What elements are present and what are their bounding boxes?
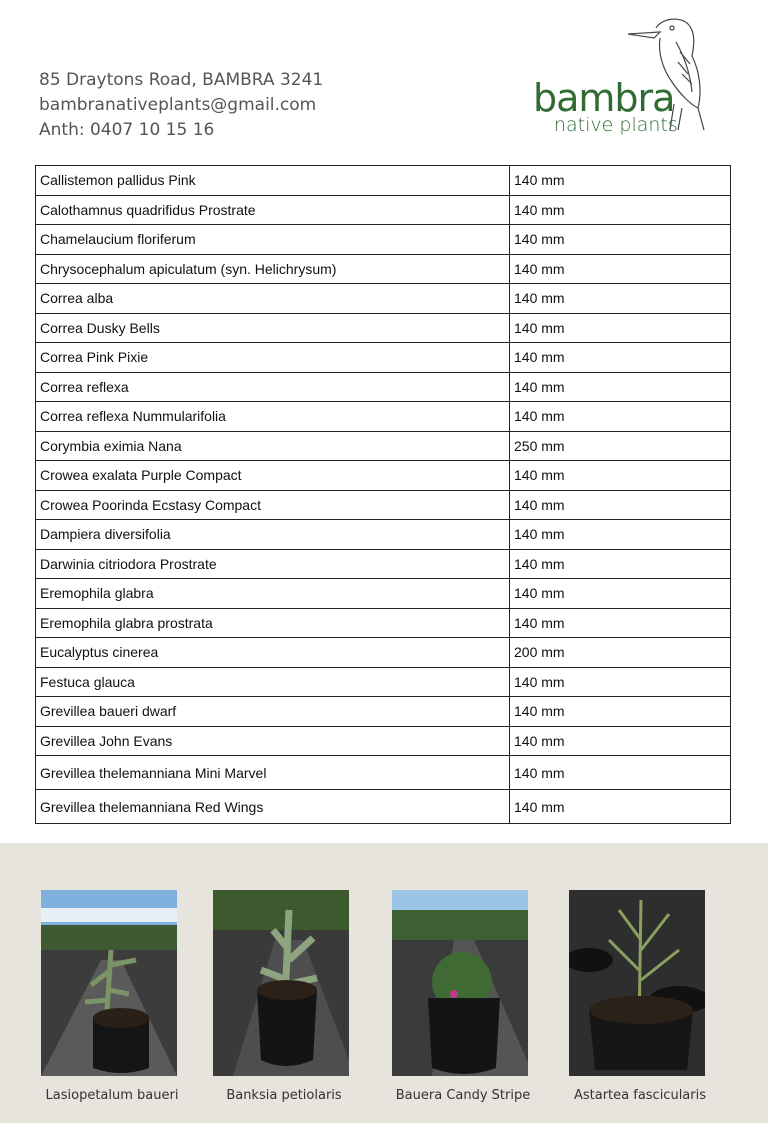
table-row: [36, 490, 731, 520]
photo-caption: Astartea fascicularis: [573, 1088, 707, 1103]
plant-name-cell: Calothamnus quadrifidus Prostrate: [36, 195, 510, 225]
plant-name-cell: Correa reflexa: [36, 372, 510, 402]
table-row: [36, 790, 731, 824]
logo: [530, 12, 720, 147]
plant-name-cell: Correa alba: [36, 284, 510, 314]
table-row: [36, 697, 731, 727]
plant-name-cell: Eremophila glabra prostrata: [36, 608, 510, 638]
table-row: [36, 166, 731, 196]
plant-name-cell: Corymbia eximia Nana: [36, 431, 510, 461]
table-row: [36, 726, 731, 756]
table-row: [36, 313, 731, 343]
plant-table: [35, 165, 731, 824]
plant-name-cell: Correa reflexa Nummularifolia: [36, 402, 510, 432]
table-row: [36, 461, 731, 491]
pot-size-cell: 140 mm: [510, 790, 731, 824]
address: 85 Draytons Road, BAMBRA 3241: [39, 70, 324, 90]
table-row: [36, 431, 731, 461]
plant-name-cell: Dampiera diversifolia: [36, 520, 510, 550]
table-row: [36, 284, 731, 314]
plant-name-cell: Correa Pink Pixie: [36, 343, 510, 373]
pot-size-cell: 140 mm: [510, 225, 731, 255]
pot-size-cell: 140 mm: [510, 697, 731, 727]
plant-name-cell: Chamelaucium floriferum: [36, 225, 510, 255]
pot-size-cell: 140 mm: [510, 372, 731, 402]
table-row: [36, 254, 731, 284]
gallery-card: [569, 890, 711, 1103]
plant-name-cell: Grevillea John Evans: [36, 726, 510, 756]
pot-size-cell: 140 mm: [510, 549, 731, 579]
email[interactable]: bambranativeplants@gmail.com: [39, 95, 317, 115]
pot-size-cell: 140 mm: [510, 726, 731, 756]
plant-name-cell: Callistemon pallidus Pink: [36, 166, 510, 196]
pot-size-cell: 200 mm: [510, 638, 731, 668]
plant-name-cell: Correa Dusky Bells: [36, 313, 510, 343]
table-row: [36, 402, 731, 432]
plant-photo: [569, 890, 705, 1076]
plant-name-cell: Crowea Poorinda Ecstasy Compact: [36, 490, 510, 520]
table-row: [36, 195, 731, 225]
gallery-card: [41, 890, 183, 1103]
photo-caption: Banksia petiolaris: [226, 1088, 342, 1103]
pot-size-cell: 140 mm: [510, 520, 731, 550]
pot-size-cell: 250 mm: [510, 431, 731, 461]
plant-name-cell: Darwinia citriodora Prostrate: [36, 549, 510, 579]
pot-size-cell: 140 mm: [510, 166, 731, 196]
gallery-card: [392, 890, 534, 1103]
logo-subtitle: native plants: [554, 114, 678, 136]
table-row: [36, 372, 731, 402]
pot-size-cell: 140 mm: [510, 490, 731, 520]
table-row: [36, 608, 731, 638]
photo-gallery: [0, 843, 768, 1123]
plant-photo: [41, 890, 177, 1076]
photo-caption: Lasiopetalum baueri: [45, 1088, 179, 1103]
photo-caption: Bauera Candy Stripe: [395, 1088, 531, 1103]
table-row: [36, 343, 731, 373]
gallery-card: [213, 890, 355, 1103]
pot-size-cell: 140 mm: [510, 579, 731, 609]
plant-photo: [213, 890, 349, 1076]
plant-name-cell: Eremophila glabra: [36, 579, 510, 609]
table-row: [36, 520, 731, 550]
plant-photo: [392, 890, 528, 1076]
table-row: [36, 579, 731, 609]
pot-size-cell: 140 mm: [510, 756, 731, 790]
pot-size-cell: 140 mm: [510, 343, 731, 373]
plant-name-cell: Grevillea baueri dwarf: [36, 697, 510, 727]
table-row: [36, 756, 731, 790]
logo-word: bambra: [533, 76, 675, 120]
pot-size-cell: 140 mm: [510, 195, 731, 225]
pot-size-cell: 140 mm: [510, 284, 731, 314]
plant-name-cell: Crowea exalata Purple Compact: [36, 461, 510, 491]
pot-size-cell: 140 mm: [510, 254, 731, 284]
pot-size-cell: 140 mm: [510, 608, 731, 638]
plant-name-cell: Grevillea thelemanniana Mini Marvel: [36, 756, 510, 790]
pot-size-cell: 140 mm: [510, 461, 731, 491]
pot-size-cell: 140 mm: [510, 402, 731, 432]
table-row: [36, 549, 731, 579]
plant-name-cell: Chrysocephalum apiculatum (syn. Helichrysum): [36, 254, 510, 284]
table-row: [36, 638, 731, 668]
pot-size-cell: 140 mm: [510, 667, 731, 697]
pot-size-cell: 140 mm: [510, 313, 731, 343]
table-row: [36, 667, 731, 697]
plant-name-cell: Grevillea thelemanniana Red Wings: [36, 790, 510, 824]
plant-name-cell: Eucalyptus cinerea: [36, 638, 510, 668]
phone[interactable]: Anth: 0407 10 15 16: [39, 120, 215, 140]
contact-block: [39, 68, 323, 143]
plant-table-body: [36, 166, 731, 824]
table-row: [36, 225, 731, 255]
header: [0, 0, 768, 160]
plant-name-cell: Festuca glauca: [36, 667, 510, 697]
